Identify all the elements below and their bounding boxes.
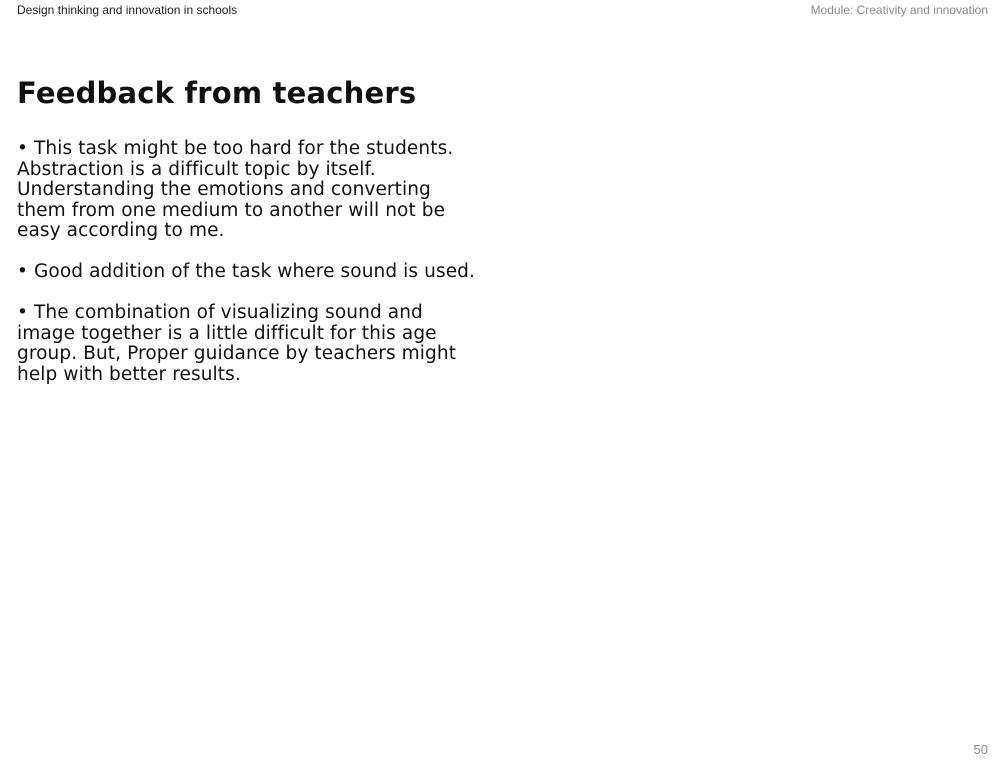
feedback-list [17, 139, 477, 406]
header-course-title: Design thinking and innovation in schools [17, 3, 238, 17]
header-module-title: Module: Creativity and innovation [810, 3, 988, 17]
feedback-item: • This task might be too hard for the students. Abstraction is a difficult topic by itself. Understanding the emotions and converting them from one medium to another will not be easy according to me. [17, 138, 454, 241]
feedback-item: • Good addition of the task where sound is used. [17, 261, 476, 282]
page-title: Feedback from teachers [17, 76, 417, 110]
feedback-item: • The combination of visualizing sound and image together is a little difficult for this age group. But, Proper guidance by teachers might help with better results. [17, 302, 457, 385]
page-number: 50 [973, 742, 988, 757]
